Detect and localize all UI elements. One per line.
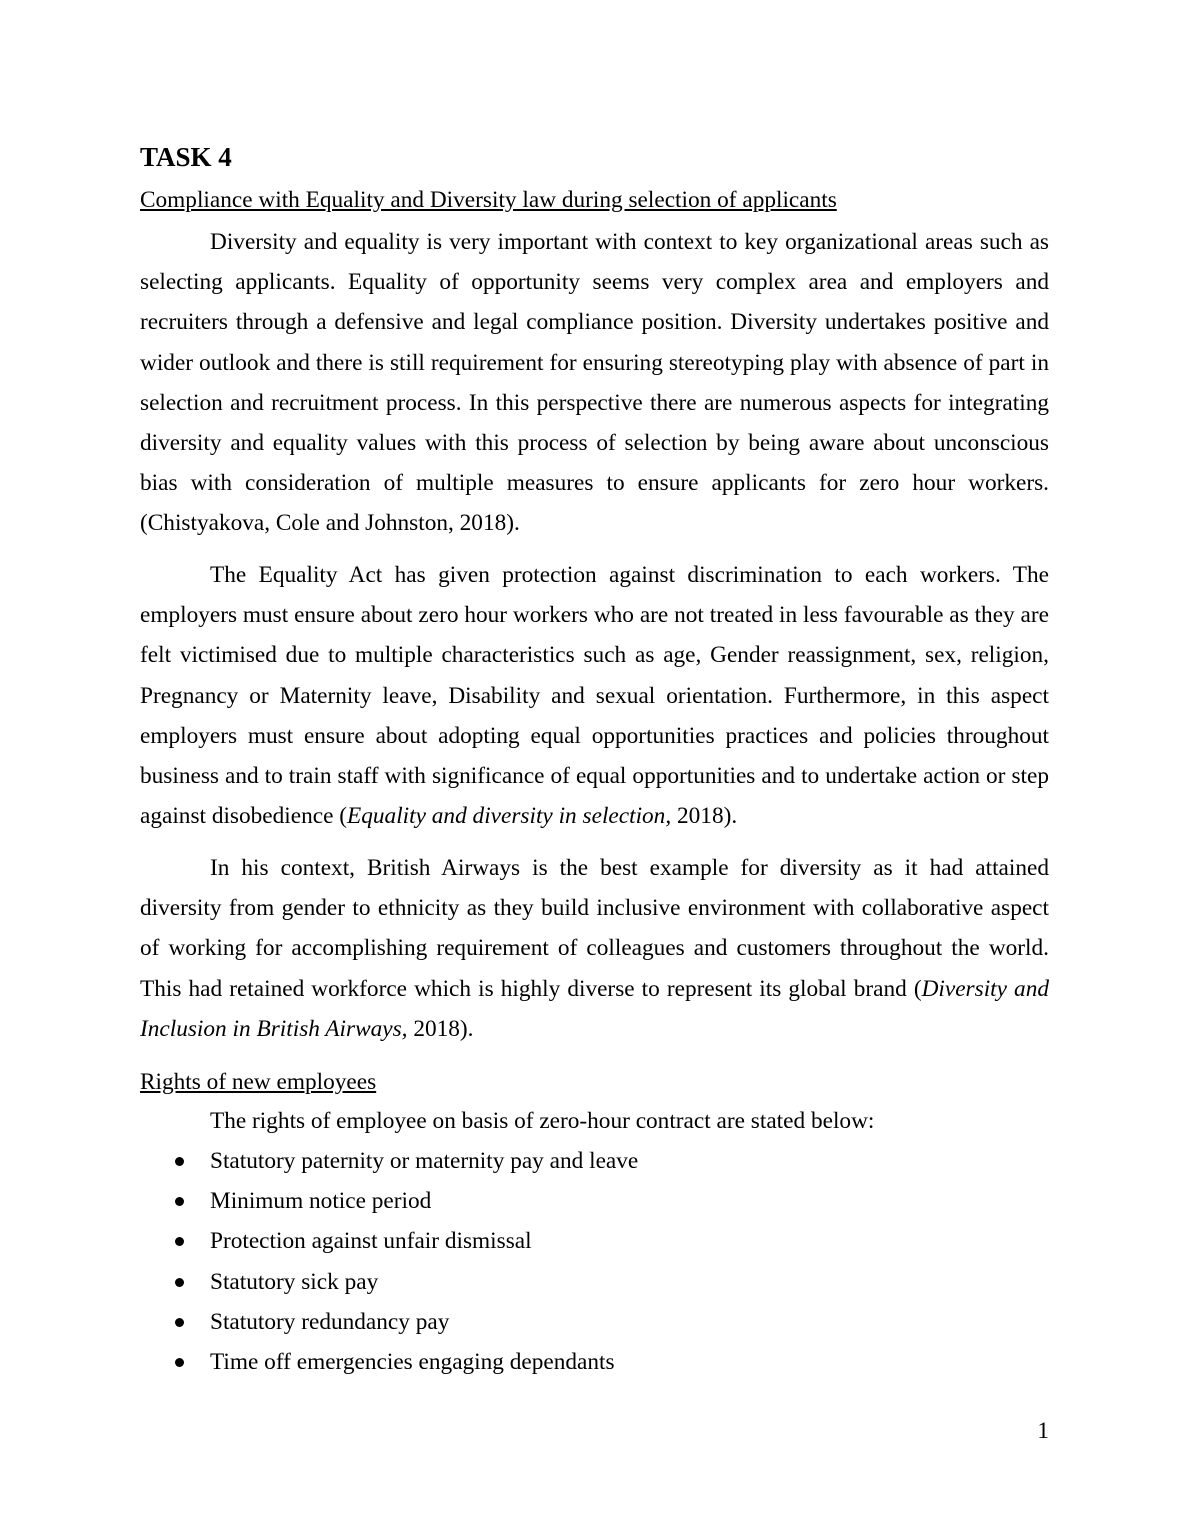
text-run: recruiters through a defensive and legal compliance position. Diversity undertakes positive and <box>140 309 1049 336</box>
text-run: 2018). <box>407 1015 474 1042</box>
list-item-text: Statutory paternity or maternity pay and leave <box>210 1148 639 1174</box>
paragraph-line <box>140 796 1049 836</box>
list-item-text: Minimum notice period <box>210 1188 432 1215</box>
paragraph-line <box>140 503 1049 543</box>
text-run: bias with consideration of multiple measures to ensure applicants for zero hour workers. <box>140 470 1049 497</box>
list-item-text: Protection against unfair dismissal <box>210 1228 532 1255</box>
citation-italic: Inclusion in British Airways, <box>140 1015 408 1042</box>
text-run: diversity from gender to ethnicity as they build inclusive environment with collaborative aspect <box>140 895 1049 922</box>
paragraph-line <box>140 676 1049 716</box>
text-run: felt victimised due to multiple characteristics such as age, Gender reassignment, sex, religion, <box>140 642 1049 669</box>
rights-intro-wrap <box>140 1101 1049 1141</box>
paragraph-line <box>140 928 1049 968</box>
paragraph-line <box>140 969 1049 1009</box>
list-item <box>140 1181 1049 1221</box>
bullet-icon <box>175 1157 184 1166</box>
list-item <box>140 1302 1049 1342</box>
paragraph-line <box>140 463 1049 503</box>
paragraph-2 <box>140 555 1049 836</box>
text-run: business and to train staff with significance of equal opportunities and to undertake action or step <box>140 762 1049 789</box>
text-run: selecting applicants. Equality of opportunity seems very complex area and employers and <box>140 269 1049 296</box>
paragraph-line <box>140 423 1049 463</box>
list-item <box>140 1141 1049 1181</box>
text-run: against disobedience ( <box>140 803 348 830</box>
paragraph-line <box>140 635 1049 675</box>
bullet-icon <box>175 1278 184 1287</box>
text-run: 2018). <box>671 803 738 830</box>
bullet-icon <box>175 1358 184 1367</box>
text-run: selection and recruitment process. In this perspective there are numerous aspects for integrating <box>140 389 1049 416</box>
section-heading-compliance: Compliance with Equality and Diversity law during selection of applicants <box>140 187 837 213</box>
list-item <box>140 1221 1049 1261</box>
paragraph-3 <box>140 848 1049 1049</box>
page-number: 1 <box>1037 1418 1049 1444</box>
paragraph-line <box>140 343 1049 383</box>
text-run: wider outlook and there is still requirement for ensuring stereotyping play with absence of part in <box>140 349 1049 376</box>
rights-list <box>140 1141 1049 1382</box>
paragraph-line <box>140 756 1049 796</box>
paragraph-line <box>140 888 1049 928</box>
list-item <box>140 1262 1049 1302</box>
citation-italic: Equality and diversity in selection, <box>347 803 672 830</box>
text-run: of working for accomplishing requirement of colleagues and customers throughout the world. <box>140 935 1049 962</box>
paragraph-line <box>140 1009 1049 1049</box>
text-run: In his context, British Airways is the best example for diversity as it had attained <box>210 855 1049 881</box>
paragraph-line <box>140 383 1049 423</box>
paragraph-line <box>140 555 1049 595</box>
list-item-text: Statutory redundancy pay <box>210 1308 450 1335</box>
list-item <box>140 1342 1049 1382</box>
paragraph-line <box>140 595 1049 635</box>
paragraph-line <box>140 848 1049 888</box>
rights-intro: The rights of employee on basis of zero-hour contract are stated below: <box>210 1108 875 1134</box>
list-item-text: Time off emergencies engaging dependants <box>210 1348 615 1375</box>
text-run: The Equality Act has given protection against discrimination to each workers. The <box>210 562 1049 588</box>
bullet-icon <box>175 1237 184 1246</box>
text-run: This had retained workforce which is highly diverse to represent its global brand ( <box>140 975 922 1002</box>
text-run: employers must ensure about zero hour workers who are not treated in less favourable as they are <box>140 602 1049 629</box>
paragraph-line <box>140 716 1049 756</box>
text-run: diversity and equality values with this process of selection by being aware about unconscious <box>140 429 1049 456</box>
text-run: employers must ensure about adopting equal opportunities practices and policies throughout <box>140 722 1049 749</box>
page-title: TASK 4 <box>140 142 232 172</box>
text-run: Pregnancy or Maternity leave, Disability and sexual orientation. Furthermore, in this aspect <box>140 682 1049 709</box>
paragraph-line <box>140 302 1049 342</box>
list-item-text: Statutory sick pay <box>210 1268 379 1295</box>
bullet-icon <box>175 1197 184 1206</box>
text-run: Diversity and equality is very important with context to key organizational areas such as <box>210 229 1049 255</box>
paragraph-line <box>140 222 1049 262</box>
text-run: (Chistyakova, Cole and Johnston, 2018). <box>140 510 520 537</box>
paragraph-line <box>140 262 1049 302</box>
bullet-icon <box>175 1318 184 1327</box>
paragraph-1 <box>140 222 1049 544</box>
section-heading-rights: Rights of new employees <box>140 1069 377 1095</box>
citation-italic: Diversity and <box>921 975 1049 1002</box>
